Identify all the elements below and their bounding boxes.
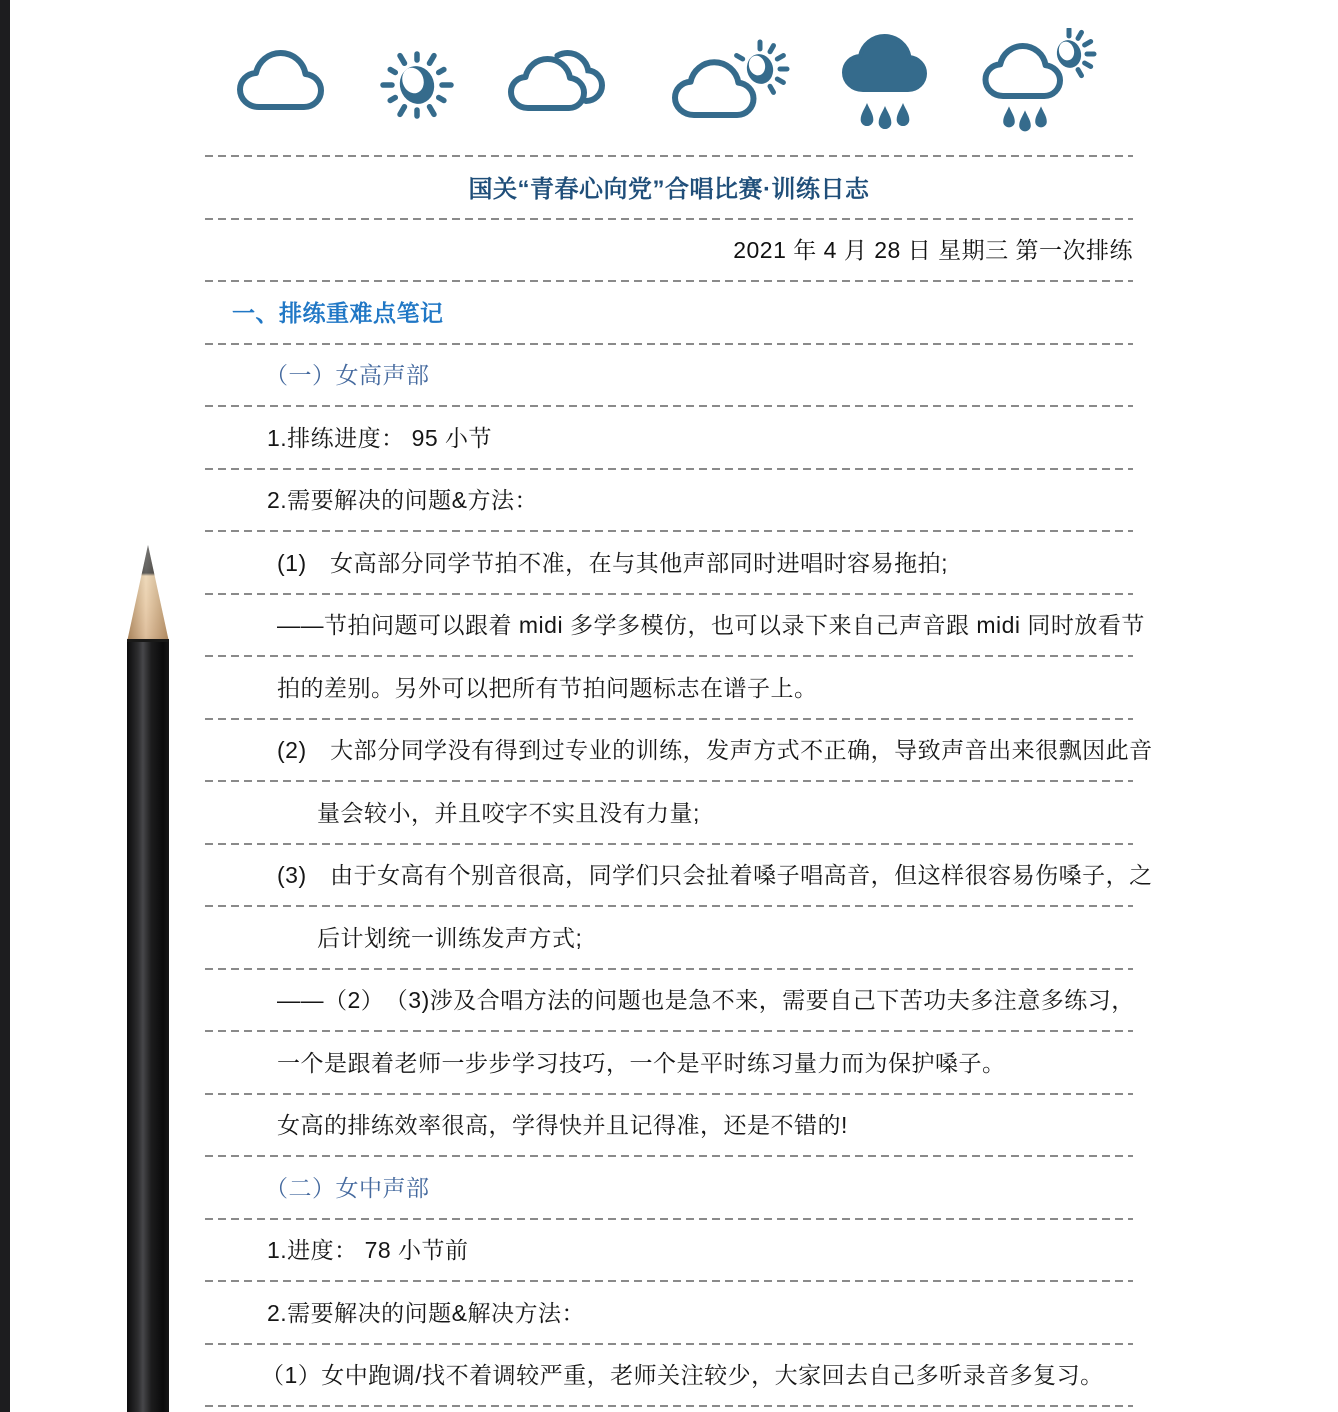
dashed-rule: [205, 1155, 1133, 1157]
doc-line: [205, 1030, 1133, 1093]
doc-line: [205, 1155, 1133, 1218]
scanned-page-edge: [0, 0, 10, 1412]
dashed-rule: [205, 780, 1133, 782]
doc-line: [205, 780, 1133, 843]
doc-line-text: (3) 由于女高有个别音很高，同学们只会扯着嗓子唱高音，但这样很容易伤嗓子，之: [277, 862, 1153, 889]
doc-line-text: 一个是跟着老师一步步学习技巧，一个是平时练习量力而为保护嗓子。: [277, 1049, 1006, 1076]
dashed-rule: [205, 468, 1133, 470]
doc-line-text: （1）女中跑调/找不着调较严重，老师关注较少，大家回去自己多听录音多复习。: [261, 1362, 1104, 1389]
doc-line: [205, 405, 1133, 468]
clouds-icon: [506, 46, 624, 120]
doc-line: [205, 718, 1153, 781]
doc-line-text: ——节拍问题可以跟着 midi 多学多模仿，也可以录下来自己声音跟 midi 同时放看节: [277, 612, 1145, 639]
doc-line-text: 2.需要解决的问题&解决方法：: [267, 1299, 586, 1326]
dashed-rule: [205, 405, 1133, 407]
doc-line: [205, 218, 1133, 281]
dashed-rule: [205, 1343, 1133, 1345]
sun-rain-cloud-icon: [979, 28, 1103, 138]
doc-line-text: (2) 大部分同学没有得到过专业的训练，发声方式不正确，导致声音出来很飘因此音: [277, 737, 1153, 764]
rain-cloud-icon: [839, 28, 935, 138]
sun-behind-cloud-icon: [668, 39, 796, 127]
doc-line-text: （一）女高声部: [265, 362, 430, 389]
dashed-rule: [205, 1280, 1133, 1282]
doc-line-text: 1.进度： 78 小节前: [267, 1237, 469, 1264]
dashed-rule: [205, 343, 1133, 345]
dashed-rule: [205, 593, 1133, 595]
dashed-rule: [205, 718, 1133, 720]
dashed-rule: [205, 1030, 1133, 1032]
doc-line: [205, 968, 1133, 1031]
doc-line: [205, 593, 1145, 656]
doc-line-text: ——（2） （3)涉及合唱方法的问题也是急不来，需要自己下苦功夫多注意多练习，: [277, 987, 1135, 1014]
doc-line: [205, 905, 1133, 968]
doc-line: [205, 655, 1133, 718]
doc-line-text: (1) 女高部分同学节拍不准，在与其他声部同时进唱时容易拖拍;: [277, 549, 948, 576]
document-body: [205, 155, 1153, 1407]
doc-line-text: （二）女中声部: [265, 1174, 430, 1201]
dashed-rule: [205, 655, 1133, 657]
dashed-rule: [205, 1405, 1133, 1407]
pencil-image: [127, 545, 169, 1412]
pencil-body: [127, 642, 169, 1412]
doc-line-text: 拍的差别。另外可以把所有节拍问题标志在谱子上。: [277, 674, 818, 701]
dashed-rule: [205, 968, 1133, 970]
doc-line: [205, 1218, 1133, 1281]
doc-line-text: 女高的排练效率很高，学得快并且记得准，还是不错的!: [277, 1112, 848, 1139]
doc-line-text: 1.排练进度： 95 小节: [267, 424, 493, 451]
doc-rows: [205, 155, 1153, 1405]
doc-line-text: 2.需要解决的问题&方法：: [267, 487, 539, 514]
doc-line-text: 一、排练重难点笔记: [232, 299, 444, 326]
doc-line-text: 2021 年 4 月 28 日 星期三 第一次排练: [733, 237, 1133, 264]
doc-line: [205, 343, 1133, 406]
doc-line: [205, 155, 1133, 218]
doc-line: [205, 1343, 1133, 1406]
dashed-rule: [205, 905, 1133, 907]
dashed-rule: [205, 218, 1133, 220]
doc-line-text: 后计划统一训练发声方式;: [317, 924, 583, 951]
doc-line: [205, 843, 1153, 906]
doc-line: [205, 280, 1133, 343]
dashed-rule: [205, 280, 1133, 282]
doc-line: [205, 1093, 1133, 1156]
cloud-icon: [235, 47, 327, 119]
dashed-rule: [205, 843, 1133, 845]
dashed-rule: [205, 155, 1133, 157]
dashed-rule: [205, 530, 1133, 532]
dashed-rule: [205, 1093, 1133, 1095]
sun-icon: [371, 37, 463, 129]
doc-line: [205, 1280, 1133, 1343]
doc-line: [205, 530, 1133, 593]
weather-icons-row: [205, 24, 1133, 142]
doc-line: [205, 468, 1133, 531]
doc-line-text: 国关“青春心向党”合唱比赛·训练日志: [468, 175, 870, 203]
doc-line-text: 量会较小，并且咬字不实且没有力量;: [317, 799, 700, 826]
dashed-rule: [205, 1218, 1133, 1220]
pencil-tip-shade: [127, 545, 169, 642]
